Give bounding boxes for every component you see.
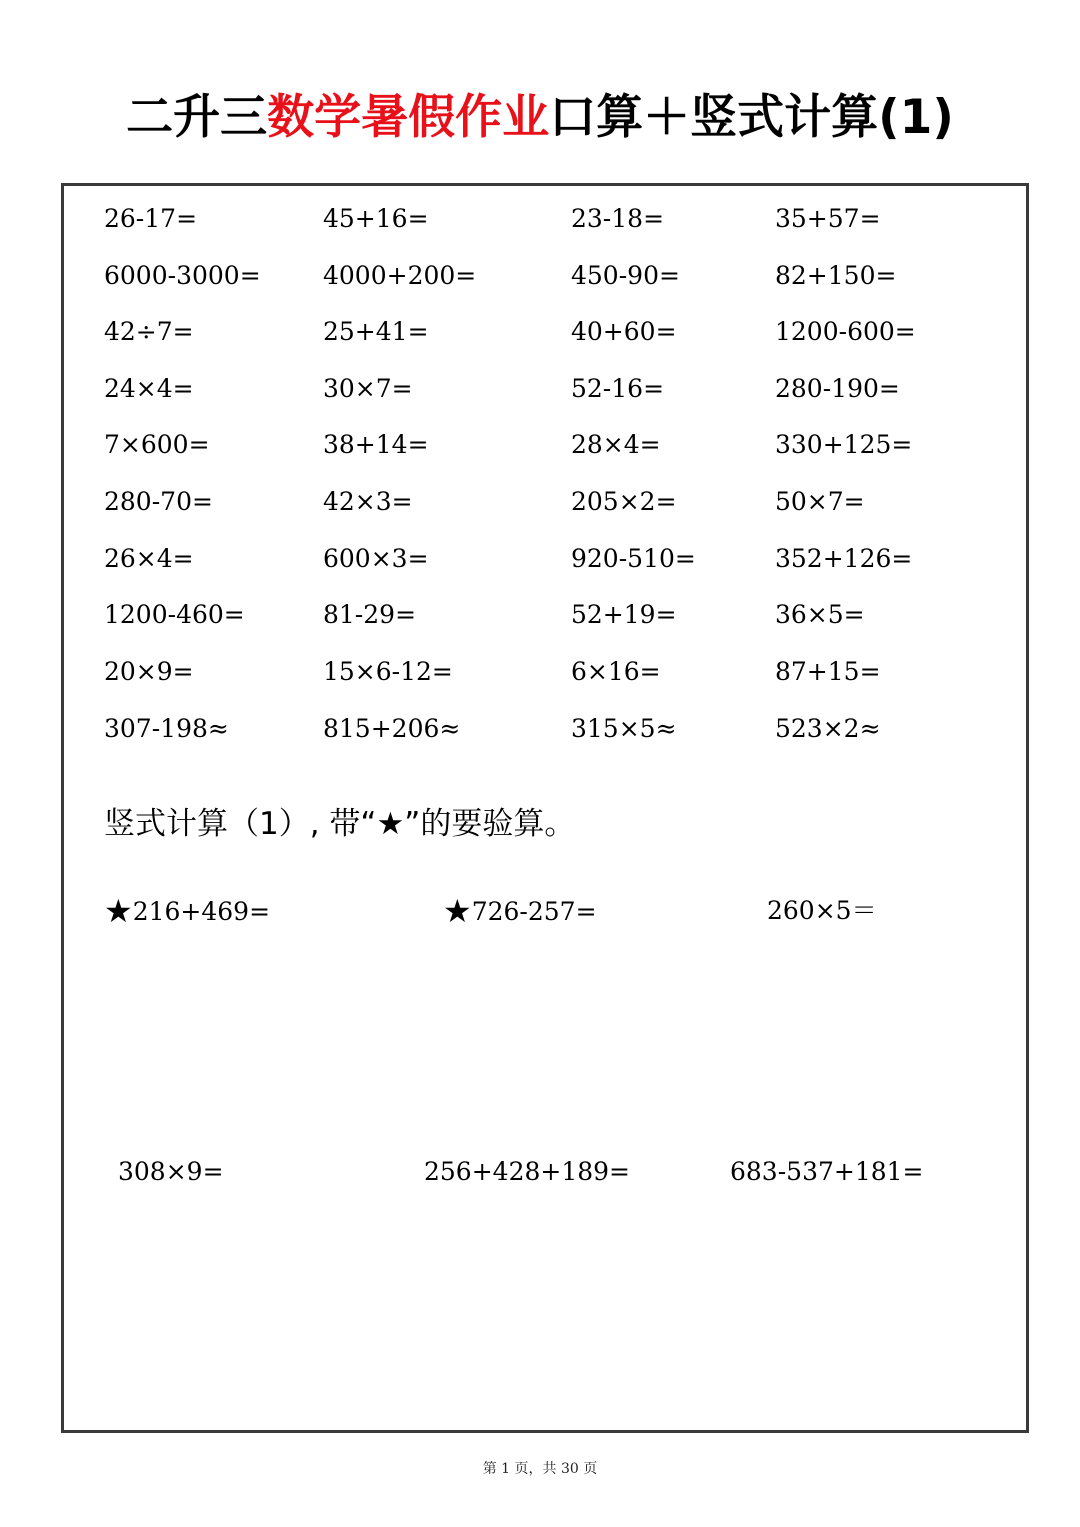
title-part-grade: 二升三 [126, 90, 268, 145]
oral-problem: 315×5≈ [571, 714, 677, 743]
oral-problem: 42×3= [323, 487, 413, 516]
oral-row [64, 256, 1026, 296]
oral-problem: 38+14= [323, 430, 429, 459]
oral-problem: 15×6-12= [323, 657, 453, 686]
oral-row [64, 539, 1026, 579]
oral-problem: 205×2= [571, 487, 677, 516]
oral-row [64, 709, 1026, 749]
oral-problem: 352+126= [775, 544, 913, 573]
oral-problem: 4000+200= [323, 261, 477, 290]
oral-row [64, 595, 1026, 635]
oral-row [64, 312, 1026, 352]
oral-problem: 6000-3000= [104, 261, 261, 290]
title-part-homework: 数学暑假作业 [267, 90, 550, 145]
vertical-problem [443, 889, 597, 934]
oral-problem: 7×600= [104, 430, 210, 459]
vertical-problem [104, 889, 270, 934]
oral-problem: 23-18= [571, 204, 665, 233]
oral-problem: 307-198≈ [104, 714, 229, 743]
oral-problem: 600×3= [323, 544, 429, 573]
oral-problem: 25+41= [323, 317, 429, 346]
oral-problem: 26×4= [104, 544, 194, 573]
worksheet-frame [61, 183, 1029, 1433]
oral-problem: 815+206≈ [323, 714, 461, 743]
vertical-problem-text: 216+469= [132, 897, 271, 926]
vertical-problem: 260×5＝ [767, 896, 877, 925]
oral-problem: 280-190= [775, 374, 900, 403]
oral-row [64, 369, 1026, 409]
oral-problem: 28×4= [571, 430, 661, 459]
oral-problem: 523×2≈ [775, 714, 881, 743]
oral-problem: 87+15= [775, 657, 881, 686]
vertical-problem: 308×9= [118, 1157, 224, 1186]
page-title [0, 86, 1080, 150]
oral-problem: 40+60= [571, 317, 677, 346]
oral-problem: 6×16= [571, 657, 661, 686]
oral-row [64, 652, 1026, 692]
oral-problem: 81-29= [323, 600, 417, 629]
vertical-section-heading: 竖式计算（1）, 带“★”的要验算。 [104, 806, 576, 842]
oral-problem: 20×9= [104, 657, 194, 686]
oral-problem: 920-510= [571, 544, 696, 573]
vertical-problem: 256+428+189= [424, 1157, 630, 1186]
oral-problem: 450-90= [571, 261, 680, 290]
oral-problem: 35+57= [775, 204, 881, 233]
oral-problem: 36×5= [775, 600, 865, 629]
oral-problem: 52-16= [571, 374, 665, 403]
vertical-problem-text: 726-257= [471, 897, 597, 926]
oral-row [64, 199, 1026, 239]
title-part-topic: 口算＋竖式计算(1) [549, 90, 954, 145]
oral-row [64, 482, 1026, 522]
star-icon: ★ [104, 892, 133, 930]
oral-problem: 45+16= [323, 204, 429, 233]
star-icon: ★ [443, 892, 472, 930]
oral-problem: 52+19= [571, 600, 677, 629]
oral-problem: 280-70= [104, 487, 213, 516]
oral-row [64, 425, 1026, 465]
oral-problem: 82+150= [775, 261, 897, 290]
oral-problem: 30×7= [323, 374, 413, 403]
oral-problem: 1200-600= [775, 317, 916, 346]
oral-problem: 50×7= [775, 487, 865, 516]
vertical-problem: 683-537+181= [730, 1157, 924, 1186]
oral-problem: 26-17= [104, 204, 198, 233]
oral-problem: 1200-460= [104, 600, 245, 629]
oral-problem: 24×4= [104, 374, 194, 403]
vertical-row [64, 889, 1026, 933]
oral-problem: 330+125= [775, 430, 913, 459]
vertical-row [64, 1150, 1026, 1194]
page-footer: 第 1 页，共 30 页 [482, 1461, 598, 1477]
oral-problem: 42÷7= [104, 317, 194, 346]
